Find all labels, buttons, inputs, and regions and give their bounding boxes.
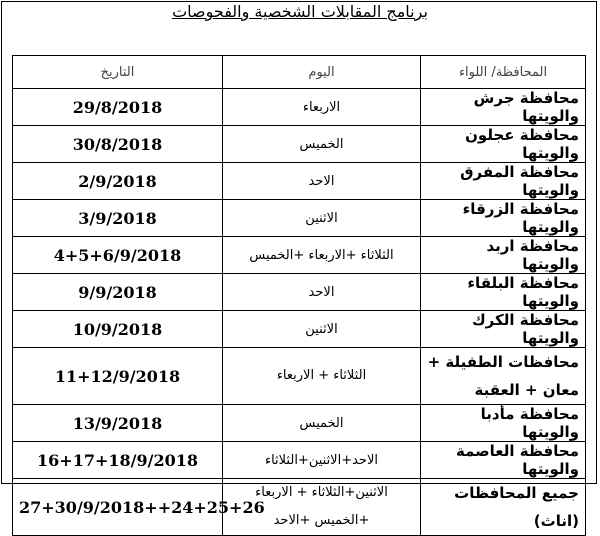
- row-day: الاثنين+الثلاثاء + الاربعاء +الخميس +الاحد: [223, 479, 421, 536]
- row-governorate: محافظة البلقاء والويتها: [421, 274, 586, 311]
- row-date: 3/9/2018: [13, 200, 223, 237]
- table-row: [13, 237, 586, 274]
- row-date: 30/8/2018: [13, 126, 223, 163]
- row-date: 11+12/9/2018: [13, 348, 223, 405]
- row-date: 27+30/9/2018++24+25+26: [13, 479, 223, 536]
- table-row: [13, 126, 586, 163]
- table-row: [13, 405, 586, 442]
- row-governorate: محافظة مأدبا والويتها: [421, 405, 586, 442]
- row-governorate: محافظة الزرقاء والويتها: [421, 200, 586, 237]
- row-day: الاثنين: [223, 311, 421, 348]
- row-governorate: محافظة الكرك والويتها: [421, 311, 586, 348]
- row-governorate: محافظات الطفيلة + معان + العقبة: [421, 348, 586, 405]
- row-date: 29/8/2018: [13, 89, 223, 126]
- table-row: [13, 163, 586, 200]
- row-governorate: محافظة جرش والويتها: [421, 89, 586, 126]
- table-row: [13, 442, 586, 479]
- table-row: [13, 311, 586, 348]
- table-row: [13, 200, 586, 237]
- row-governorate: محافظة عجلون والويتها: [421, 126, 586, 163]
- row-governorate: جميع المحافظات (اناث): [421, 479, 586, 536]
- row-day: الخميس: [223, 126, 421, 163]
- row-day: الاحد+الاثنين+الثلاثاء: [223, 442, 421, 479]
- header-governorate: المحافظة/ اللواء: [421, 56, 586, 89]
- row-date: 9/9/2018: [13, 274, 223, 311]
- row-governorate: محافظة المفرق والويتها: [421, 163, 586, 200]
- row-date: 2/9/2018: [13, 163, 223, 200]
- row-governorate: محافظة اربد والويتها: [421, 237, 586, 274]
- row-day: الخميس: [223, 405, 421, 442]
- header-date: التاريخ: [13, 56, 223, 89]
- row-date: 13/9/2018: [13, 405, 223, 442]
- row-day: الثلاثاء +الاربعاء +الخميس: [223, 237, 421, 274]
- row-date: 4+5+6/9/2018: [13, 237, 223, 274]
- header-day: اليوم: [223, 56, 421, 89]
- schedule-table: [12, 55, 586, 536]
- row-day: الاربعاء: [223, 89, 421, 126]
- row-day: الاحد: [223, 274, 421, 311]
- table-row: [13, 348, 586, 405]
- row-governorate: محافظة العاصمة والويتها: [421, 442, 586, 479]
- row-day: الاثنين: [223, 200, 421, 237]
- row-day: الاحد: [223, 163, 421, 200]
- row-date: 10/9/2018: [13, 311, 223, 348]
- row-date: 16+17+18/9/2018: [13, 442, 223, 479]
- table-row: [13, 479, 586, 536]
- table-row: [13, 274, 586, 311]
- row-day: الثلاثاء + الاربعاء: [223, 348, 421, 405]
- table-header-row: [13, 56, 586, 89]
- page-title: برنامج المقابلات الشخصية والفحوصات: [172, 2, 428, 21]
- table-row: [13, 89, 586, 126]
